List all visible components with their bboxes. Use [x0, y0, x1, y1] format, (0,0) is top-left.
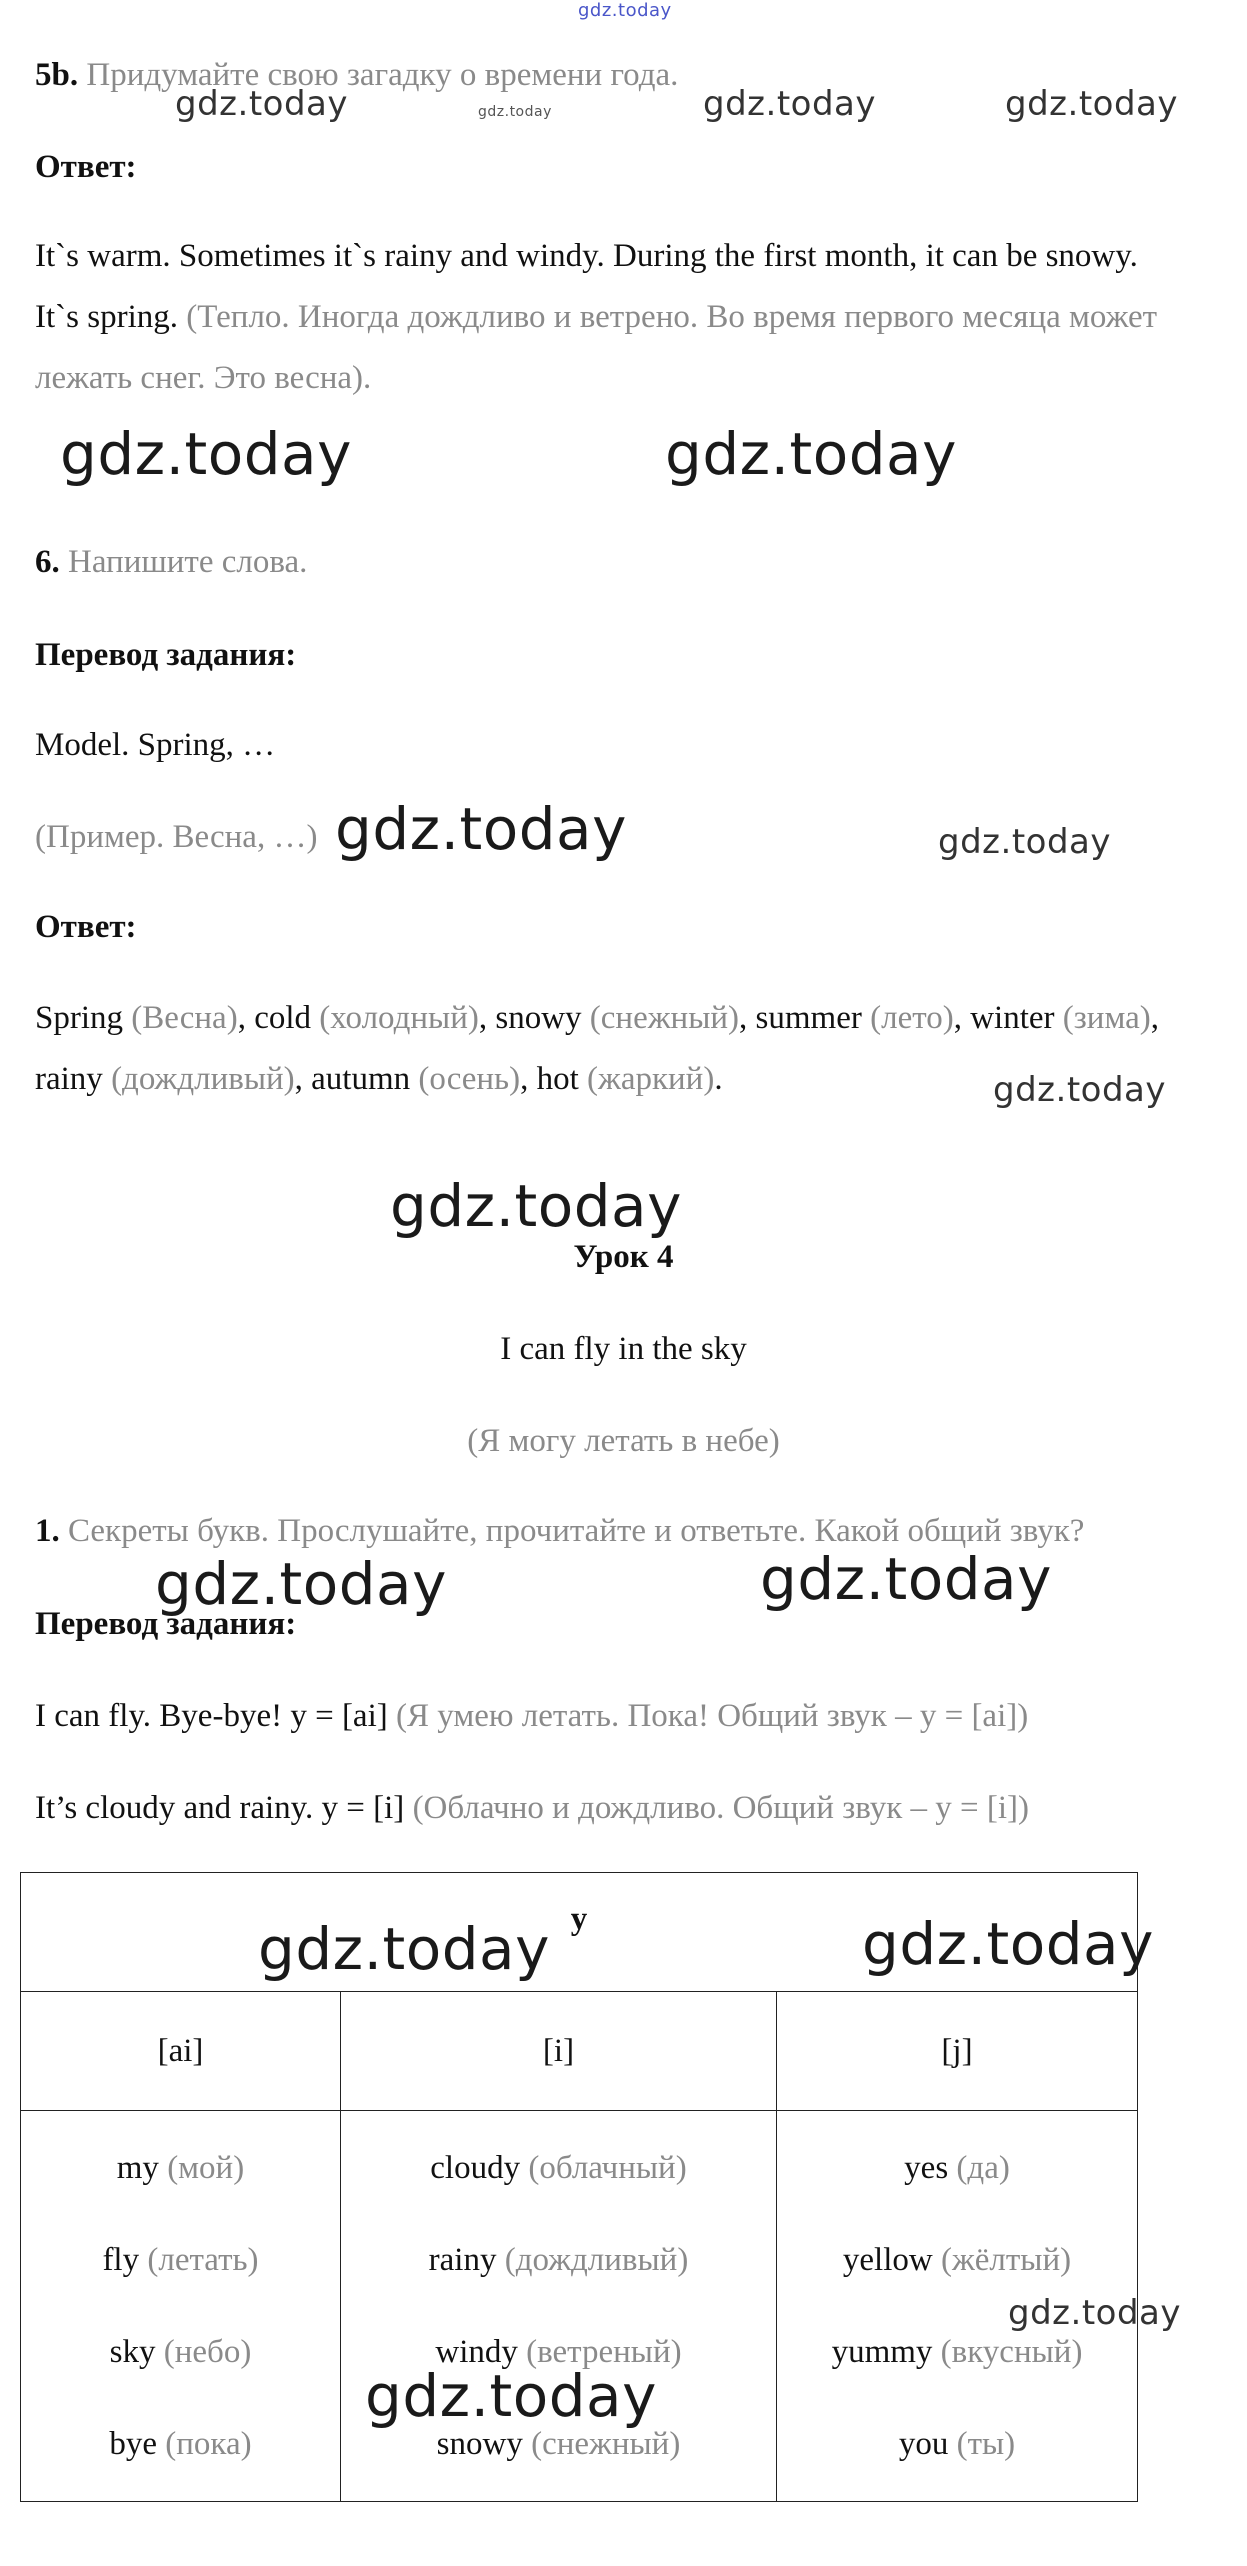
watermark: gdz.today — [1005, 84, 1178, 124]
word-ru: (дождливый) — [111, 1061, 295, 1097]
watermark: gdz.today — [365, 2362, 657, 2430]
answer-label: Ответ: — [35, 149, 137, 185]
watermark: gdz.today — [862, 1910, 1154, 1978]
word-en: yummy — [831, 2334, 933, 2370]
example-english: It’s cloudy and rainy. y = [i] — [35, 1790, 405, 1826]
lesson-title: Урок 4 — [573, 1239, 674, 1275]
task-prompt: Секреты букв. Прослушайте, прочитайте и ответьте. Какой общий звук? — [68, 1513, 1085, 1549]
list-item — [777, 2122, 1137, 2214]
table-cell — [341, 2111, 777, 2502]
list-item — [341, 2122, 776, 2214]
word-en: summer — [755, 1000, 862, 1036]
answer-text — [35, 226, 1185, 409]
word-en: you — [898, 2426, 949, 2462]
column-header: [i] — [341, 1992, 777, 2111]
word-ru: (да) — [956, 2150, 1010, 2186]
word-en: snowy — [436, 2426, 523, 2462]
word-en: autumn — [311, 1061, 411, 1097]
word-ru: (жаркий) — [587, 1061, 715, 1097]
word-en: windy — [435, 2334, 518, 2370]
word-en: yellow — [842, 2242, 933, 2278]
watermark: gdz.today — [703, 84, 876, 124]
example-english: I can fly. Bye-bye! y = [ai] — [35, 1698, 388, 1734]
list-item — [21, 2122, 340, 2214]
lesson-subtitle-translation: (Я могу летать в небе) — [467, 1423, 780, 1459]
watermark: gdz.today — [155, 1550, 447, 1618]
list-item — [21, 2306, 340, 2398]
word-en: yes — [904, 2150, 949, 2186]
watermark: gdz.today — [1008, 2293, 1181, 2333]
word-ru: (холодный) — [319, 1000, 479, 1036]
word-ru: (осень) — [418, 1061, 521, 1097]
word-en: hot — [536, 1061, 579, 1097]
word-ru: (ветреный) — [526, 2334, 682, 2370]
word-ru: (жёлтый) — [940, 2242, 1072, 2278]
lesson-subtitle: I can fly in the sky — [500, 1331, 747, 1367]
example-line-2 — [35, 1789, 1029, 1829]
table-cell — [21, 2111, 341, 2502]
list-item — [777, 2398, 1137, 2490]
watermark: gdz.today — [478, 104, 552, 120]
word-en: bye — [109, 2426, 158, 2462]
task-5b-heading — [35, 56, 678, 96]
list-item — [777, 2306, 1137, 2398]
task-prompt: Придумайте свою загадку о времени года. — [86, 57, 679, 93]
word-ru: (снежный) — [531, 2426, 681, 2462]
table-row — [21, 1992, 1138, 2111]
word-ru: (вкусный) — [940, 2334, 1083, 2370]
word-en: my — [116, 2150, 159, 2186]
watermark: gdz.today — [665, 420, 957, 488]
watermark: gdz.today — [578, 0, 672, 21]
task-number: 6. — [35, 544, 60, 580]
watermark: gdz.today — [335, 795, 627, 863]
word-ru: (мой) — [167, 2150, 245, 2186]
word-en: fly — [102, 2242, 140, 2278]
example-russian: (Я умею летать. Пока! Общий звук – y = [ai]) — [396, 1698, 1029, 1734]
word-ru: (снежный) — [589, 1000, 740, 1036]
word-ru: (летать) — [147, 2242, 259, 2278]
answer-russian: (Тепло. Иногда дождливо и ветрено. Во время первого месяца может лежать снег. Это весна). — [35, 299, 1158, 396]
word-ru: (зима) — [1062, 1000, 1151, 1036]
watermark: gdz.today — [390, 1172, 682, 1240]
list-item — [341, 2214, 776, 2306]
table-row — [21, 2111, 1138, 2502]
task-1-heading — [35, 1512, 1084, 1552]
word-en: rainy — [428, 2242, 497, 2278]
watermark: gdz.today — [175, 84, 348, 124]
word-en: Spring — [35, 1000, 124, 1036]
list-item — [777, 2214, 1137, 2306]
word-ru: (облачный) — [528, 2150, 687, 2186]
column-header: [j] — [777, 1992, 1138, 2111]
translation-label: Перевод задания: — [35, 1606, 297, 1642]
task-prompt: Напишите слова. — [68, 544, 308, 580]
word-en: winter — [970, 1000, 1055, 1036]
task-number: 5b. — [35, 57, 79, 93]
word-en: cold — [254, 1000, 312, 1036]
word-en: cloudy — [430, 2150, 521, 2186]
task-6-heading — [35, 543, 307, 583]
word-list: Spring (Весна), cold (холодный), snowy (снежный), summer (лето), winter (зима), rainy (дождливый), autumn (осень), hot (жаркий). — [35, 1000, 1159, 1097]
watermark: gdz.today — [760, 1545, 1052, 1613]
task-number: 1. — [35, 1513, 60, 1549]
watermark: gdz.today — [993, 1070, 1166, 1110]
answer-label: Ответ: — [35, 909, 137, 945]
watermark: gdz.today — [60, 420, 352, 488]
word-en: snowy — [495, 1000, 582, 1036]
word-en: sky — [109, 2334, 156, 2370]
translation-label: Перевод задания: — [35, 637, 297, 673]
watermark: gdz.today — [258, 1915, 550, 1983]
word-ru: (небо) — [163, 2334, 252, 2370]
word-ru: (лето) — [870, 1000, 954, 1036]
list-item — [21, 2214, 340, 2306]
list-item — [21, 2398, 340, 2490]
watermark: gdz.today — [938, 822, 1111, 862]
model-english: Model. Spring, … — [35, 727, 276, 763]
word-ru: (пока) — [165, 2426, 252, 2462]
answer-english: It`s warm. Sometimes it`s rainy and windy. During the first month, it can be snowy. It`s spring. — [35, 238, 1138, 335]
table-header: y — [21, 1873, 1138, 1992]
table-cell — [777, 2111, 1138, 2502]
example-russian: (Облачно и дождливо. Общий звук – y = [i]) — [412, 1790, 1029, 1826]
word-ru: (дождливый) — [504, 2242, 689, 2278]
column-header: [ai] — [21, 1992, 341, 2111]
word-ru: (ты) — [956, 2426, 1016, 2462]
word-ru: (Весна) — [131, 1000, 238, 1036]
word-en: rainy — [35, 1061, 103, 1097]
model-russian: (Пример. Весна, …) — [35, 819, 318, 855]
example-line-1 — [35, 1697, 1028, 1737]
